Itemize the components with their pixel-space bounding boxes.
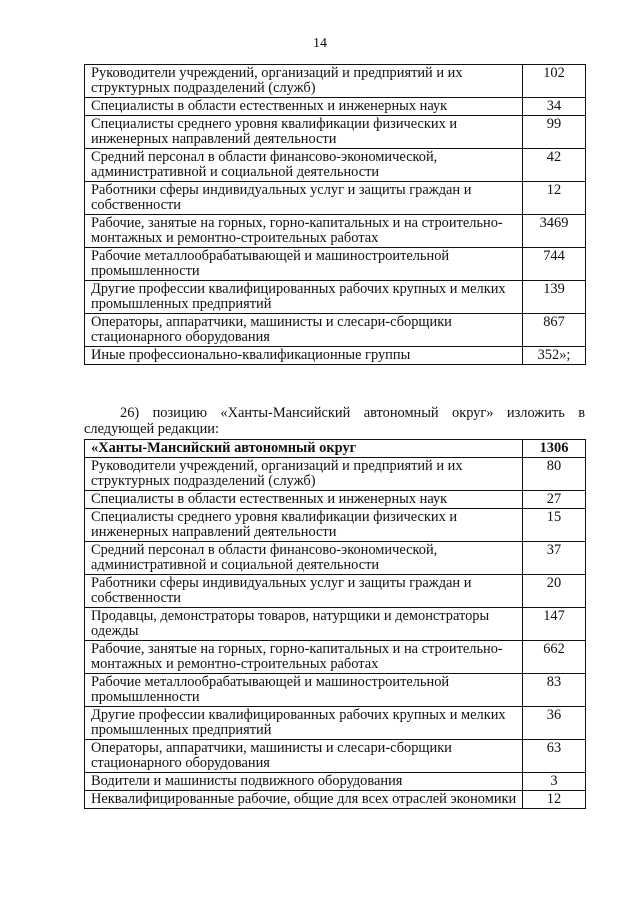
table-row [85,314,586,347]
row-label: Иные профессионально-квалификационные группы [85,347,523,365]
table-row [85,281,586,314]
table-row [85,248,586,281]
row-label: Специалисты среднего уровня квалификации физических и инженерных направлений деятельности [85,116,523,149]
row-value: 20 [523,575,586,608]
row-label: Водители и машинисты подвижного оборудования [85,773,523,791]
table-row [85,542,586,575]
row-label: Средний персонал в области финансово-экономической, административной и социальной деятельности [85,149,523,182]
row-label: Руководители учреждений, организаций и предприятий и их структурных подразделений (служб) [85,458,523,491]
table-row [85,608,586,641]
region-header-row [85,440,586,458]
row-value: 99 [523,116,586,149]
table-row [85,791,586,809]
row-value: 744 [523,248,586,281]
table-row [85,491,586,509]
table-row [85,149,586,182]
row-value: 139 [523,281,586,314]
table-row [85,707,586,740]
row-value: 36 [523,707,586,740]
row-label: Операторы, аппаратчики, машинисты и слесари-сборщики стационарного оборудования [85,740,523,773]
amendment-paragraph: 26) позицию «Ханты-Мансийский автономный округ» изложить в следующей редакции: [84,405,585,437]
table-row [85,116,586,149]
row-label: Неквалифицированные рабочие, общие для всех отраслей экономики [85,791,523,809]
row-label: Работники сферы индивидуальных услуг и защиты граждан и собственности [85,182,523,215]
occupation-table-previous-region [84,64,586,365]
row-label: Специалисты в области естественных и инженерных наук [85,491,523,509]
table-row [85,65,586,98]
row-value: 83 [523,674,586,707]
table-row [85,458,586,491]
row-value: 63 [523,740,586,773]
row-label: Специалисты в области естественных и инженерных наук [85,98,523,116]
row-label: Руководители учреждений, организаций и предприятий и их структурных подразделений (служб) [85,65,523,98]
row-value: 37 [523,542,586,575]
row-label: Операторы, аппаратчики, машинисты и слесари-сборщики стационарного оборудования [85,314,523,347]
row-label: Рабочие, занятые на горных, горно-капитальных и на строительно-монтажных и ремонтно-строительных работах [85,641,523,674]
row-value: 3 [523,773,586,791]
table-row [85,215,586,248]
table-row [85,674,586,707]
row-value: 12 [523,791,586,809]
row-label: Рабочие металлообрабатывающей и машиностроительной промышленности [85,248,523,281]
row-value: 867 [523,314,586,347]
row-label: Средний персонал в области финансово-экономической, административной и социальной деятельности [85,542,523,575]
row-value: 27 [523,491,586,509]
row-value: 3469 [523,215,586,248]
table-row [85,182,586,215]
row-label: Работники сферы индивидуальных услуг и защиты граждан и собственности [85,575,523,608]
region-total: 1306 [523,440,586,458]
row-value: 15 [523,509,586,542]
page-number: 14 [313,36,327,51]
table-row [85,773,586,791]
row-label: Рабочие металлообрабатывающей и машиностроительной промышленности [85,674,523,707]
row-value: 102 [523,65,586,98]
row-label: Рабочие, занятые на горных, горно-капитальных и на строительно-монтажных и ремонтно-строительных работах [85,215,523,248]
row-value: 147 [523,608,586,641]
row-label: Другие профессии квалифицированных рабочих крупных и мелких промышленных предприятий [85,281,523,314]
row-value: 12 [523,182,586,215]
row-label: Продавцы, демонстраторы товаров, натурщики и демонстраторы одежды [85,608,523,641]
region-name: «Ханты-Мансийский автономный округ [85,440,523,458]
row-value: 662 [523,641,586,674]
row-value: 34 [523,98,586,116]
table-row [85,509,586,542]
row-label: Специалисты среднего уровня квалификации физических и инженерных направлений деятельности [85,509,523,542]
row-label: Другие профессии квалифицированных рабочих крупных и мелких промышленных предприятий [85,707,523,740]
table-row [85,641,586,674]
occupation-table-khanty-mansi [84,439,586,809]
table-row [85,98,586,116]
table-row [85,740,586,773]
table-one-body [85,65,586,365]
row-value: 80 [523,458,586,491]
table-two-body [85,440,586,809]
table-row [85,347,586,365]
row-value: 42 [523,149,586,182]
row-value: 352»; [523,347,586,365]
table-row [85,575,586,608]
